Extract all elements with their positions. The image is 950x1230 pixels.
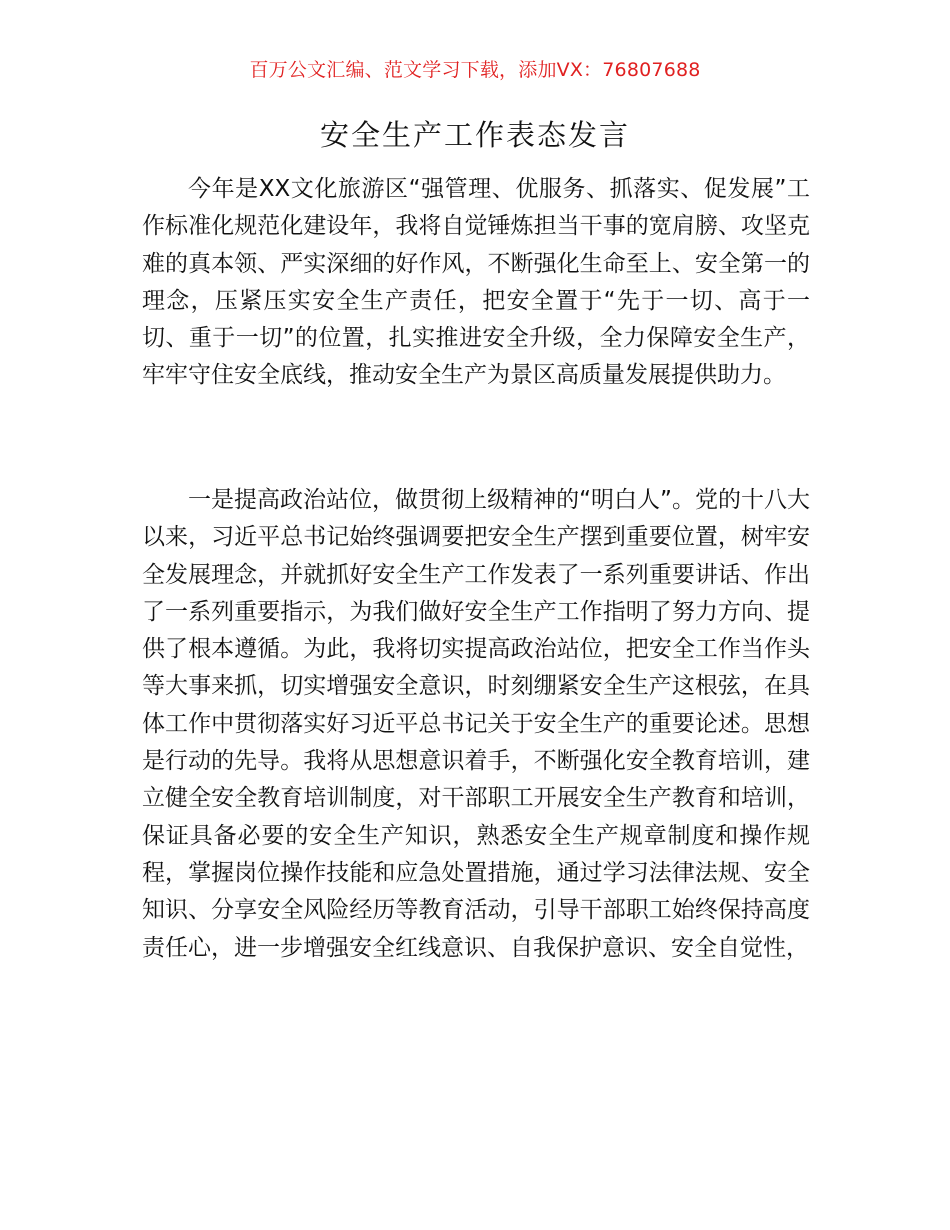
download-notice: 百万公文汇编、范文学习下载，添加VX：76807688 <box>249 59 701 81</box>
page-title: 安全生产工作表态发言 <box>319 118 630 152</box>
paragraph-political-stance: 一是提高政治站位，做贯彻上级精神的“明白人”。党的十八大以来，习近平总书记始终强调要把安全生产摆到重要位置，树牢安全发展理念，并就抓好安全生产工作发表了一系列重要讲话、作出了一系列重要指示，为我们做好安全生产工作指明了努力方向、提供了根本遵循。为此，我将切实提高政治站位，把安全工作当作头等大事来抓，切实增强安全意识，时刻绷紧安全生产这根弦，在具体工作中贯彻落实好习近平总书记关于安全生产的重要论述。思想是行动的先导。我将从思想意识着手，不断强化安全教育培训，建立健全安全教育培训制度，对干部职工开展安全生产教育和培训，保证具备必要的安全生产知识，熟悉安全生产规章制度和操作规程，掌握岗位操作技能和应急处置措施，通过学习法律法规、安全知识、分享安全风险经历等教育活动，引导干部职工始终保持高度责任心，进一步增强安全红线意识、自我保护意识、安全自觉性， <box>142 487 810 961</box>
paragraph-intro: 今年是XX文化旅游区“强管理、优服务、抓落实、促发展”工作标准化规范化建设年，我将自觉锤炼担当干事的宽肩膀、攻坚克难的真本领、严实深细的好作风，不断强化生命至上、安全第一的理念，压紧压实安全生产责任，把安全置于“先于一切、高于一切、重于一切”的位置，扎实推进安全升级，全力保障安全生产，牢牢守住安全底线，推动安全生产为景区高质量发展提供助力。 <box>142 176 810 389</box>
